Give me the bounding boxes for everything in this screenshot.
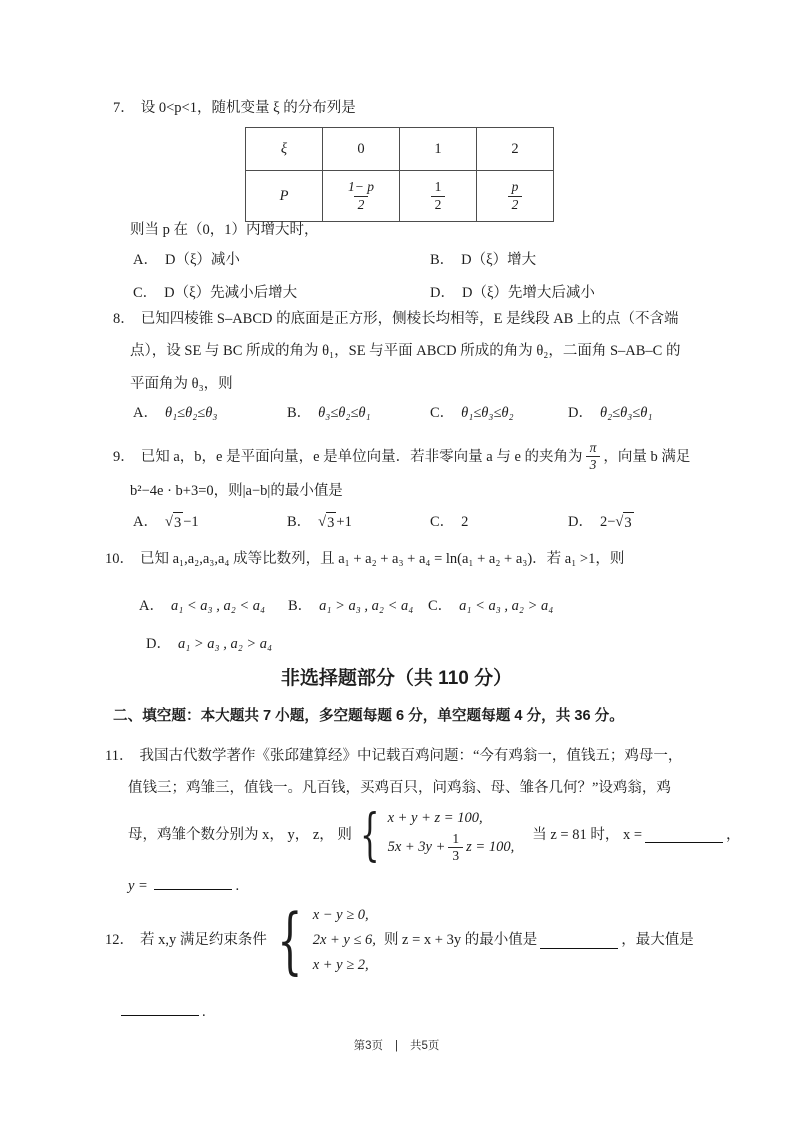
option-label: A． (139, 598, 164, 614)
option-text: a₁ < a₃ , a₂ < a₄ (170, 598, 266, 614)
q12-number: 12． (105, 932, 134, 949)
q8-line1 (113, 309, 678, 329)
option-text: a₁ > a₃ , a₂ > a₄ (177, 636, 273, 652)
q7-option-c (133, 283, 297, 303)
q9-line1 (113, 440, 690, 473)
q12-blank-max (121, 1000, 199, 1016)
q10-option-c (428, 596, 553, 616)
q11-line4-pre: y = (128, 878, 148, 894)
q9-option-b (287, 512, 352, 533)
q12-blank-min (540, 933, 618, 949)
option-text: θ₁≤θ₃≤θ₂ (461, 405, 514, 421)
option-text: D（ξ）先增大后减小 (461, 285, 595, 301)
q12-period: . (202, 1004, 206, 1020)
q11-equation-system (388, 806, 515, 864)
equation-line: x + y + z = 100, (387, 810, 483, 826)
table-cell-p0: $\frac{1- p}{2}$ (323, 171, 400, 222)
q8-line2: 点），设 SE 与 BC 所成的角为 θ₁，SE 与平面 ABCD 所成的角为 θ₂，二面角 S–AB–C 的 (130, 343, 681, 359)
option-label: A． (133, 514, 158, 530)
sqrt-expression: √ 3 (318, 512, 336, 533)
q9-option-a (133, 512, 199, 533)
option-text: −1 (183, 514, 199, 530)
option-label: C． (428, 598, 453, 614)
q10-stem-line (105, 549, 624, 569)
option-label: D． (146, 636, 171, 652)
option-label: C． (430, 514, 455, 530)
option-text: θ₂≤θ₃≤θ₁ (599, 405, 653, 421)
q8-option-c (430, 403, 514, 423)
option-label: D． (568, 514, 593, 530)
q11-blank-y (154, 874, 232, 890)
option-text: 2 (461, 514, 469, 530)
q7-option-d (430, 283, 595, 303)
section-subtitle: 二、填空题：本大题共 7 小题，多空题每题 6 分，单空题每题 4 分，共 36 分。 (113, 708, 624, 724)
q12-constraint-system (313, 903, 376, 978)
constraint-line: 2x + y ≤ 6, (312, 932, 376, 948)
table-row (246, 171, 554, 222)
table-header-1: 1 (400, 128, 477, 171)
q7-stem: 设 0<p<1，随机变量 ξ 的分布列是 (140, 100, 356, 116)
option-label: C． (133, 285, 158, 301)
option-text: a₁ > a₃ , a₂ < a₄ (319, 598, 414, 614)
footer-total-pages: 共5页 (410, 1040, 440, 1052)
q8-option-b (287, 403, 371, 423)
q10-option-b (288, 596, 413, 616)
table-header-xi: ξ (246, 128, 323, 171)
constraint-line: x + y ≥ 2, (312, 957, 369, 973)
q12-mid: ，最大值是 (621, 932, 694, 949)
q10-option-a (139, 596, 265, 616)
q12-post: 则 z = x + 3y 的最小值是 (383, 932, 538, 949)
q11-number: 11． (105, 748, 134, 764)
q7-number: 7． (113, 100, 135, 116)
table-row (246, 128, 554, 171)
q9-option-c (430, 512, 468, 532)
equation-line: 5x + 3y + $\frac{1}{3}$ z = 100, (387, 831, 515, 864)
footer-page-number: 第3页 (353, 1040, 383, 1052)
one-third-fraction: $\frac{1}{3}$ (448, 831, 463, 864)
q10-stem: 已知 a₁,a₂,a₃,a₄ 成等比数列，且 a₁ + a₂ + a₃ + a₄ = ln(a₁ + a₂ + a₃)．若 a₁ >1，则 (140, 551, 625, 567)
q11-line3 (128, 802, 741, 868)
q7-option-a (133, 250, 240, 270)
option-text: +1 (336, 514, 352, 530)
option-label: B． (287, 514, 312, 530)
q9-stem-pre: 已知 a，b，e 是平面向量，e 是单位向量．若非零向量 a 与 e 的夹角为 (140, 448, 583, 465)
q11-comma: ， (726, 827, 741, 844)
q8-option-d (568, 403, 652, 423)
q8-line3: 平面角为 θ₃，则 (130, 376, 233, 392)
option-label: B． (287, 405, 312, 421)
pi-over-3-fraction: $\frac{\pi}{3}$ (586, 440, 601, 473)
q11-line4 (128, 874, 239, 896)
option-text: a₁ < a₃ , a₂ > a₄ (459, 598, 554, 614)
q11-stem: 我国古代数学著作《张邱建算经》中记载百鸡问题：“今有鸡翁一，值钱五；鸡母一， (139, 748, 683, 764)
sqrt-expression: √ 3 (165, 512, 183, 533)
option-text: D（ξ）先减小后增大 (164, 285, 298, 301)
q9-option-d (568, 512, 634, 533)
option-text: D（ξ）减小 (164, 252, 240, 268)
page-footer (0, 1038, 793, 1054)
q7-option-b (430, 250, 536, 270)
q9-line2: b²−4e · b+3=0，则|a−b|的最小值是 (130, 483, 343, 499)
option-text: 2− (599, 514, 616, 530)
table-prob-label: P (246, 171, 323, 222)
option-label: D． (568, 405, 593, 421)
option-label: C． (430, 405, 455, 421)
option-label: D． (430, 285, 455, 301)
table-cell-p1: $\frac{1}{2}$ (400, 171, 477, 222)
q11-line1 (105, 746, 682, 766)
q12-pre: 若 x,y 满足约束条件 (140, 932, 267, 949)
q11-line3-pre: 母，鸡雏个数分别为 x， y， z， 则 (128, 827, 352, 844)
q10-option-d (146, 634, 272, 654)
option-text: θ₃≤θ₂≤θ₁ (318, 405, 371, 421)
footer-separator: | (395, 1040, 398, 1052)
option-label: B． (288, 598, 313, 614)
option-text: D（ξ）增大 (461, 252, 537, 268)
q11-period: . (235, 878, 240, 894)
q8-number: 8． (113, 311, 135, 327)
system-brace-icon: { (359, 802, 380, 868)
q12-line1 (105, 898, 694, 983)
constraint-line: x − y ≥ 0, (312, 907, 369, 923)
option-text: θ₁≤θ₂≤θ₃ (164, 405, 218, 421)
q12-line2 (118, 1000, 206, 1022)
q7-prompt: 则当 p 在（0，1）内增大时， (130, 222, 319, 238)
q9-number: 9． (113, 448, 135, 465)
q11-line2: 值钱三；鸡雏三，值钱一。凡百钱，买鸡百只，问鸡翁、母、雏各几何？”设鸡翁，鸡 (128, 780, 671, 796)
q9-stem-post: ，向量 b 满足 (603, 448, 691, 465)
option-label: A． (133, 252, 158, 268)
q7-stem-line (113, 98, 356, 118)
option-label: B． (430, 252, 455, 268)
q11-blank-x (645, 827, 723, 843)
section-title: 非选择题部分（共 110 分） (280, 668, 513, 689)
q7-distribution-table (245, 127, 554, 222)
table-cell-p2: $\frac{p}{2}$ (477, 171, 554, 222)
q11-line3-mid: 当 z = 81 时， x = (532, 827, 643, 844)
option-label: A． (133, 405, 158, 421)
table-header-2: 2 (477, 128, 554, 171)
table-header-0: 0 (323, 128, 400, 171)
q10-number: 10． (105, 551, 134, 567)
q8-option-a (133, 403, 217, 423)
q8-stem: 已知四棱锥 S–ABCD 的底面是正方形，侧棱长均相等，E 是线段 AB 上的点（不含端 (140, 311, 679, 327)
sqrt-expression: √ 3 (615, 512, 633, 533)
system-brace-icon: { (277, 898, 303, 983)
